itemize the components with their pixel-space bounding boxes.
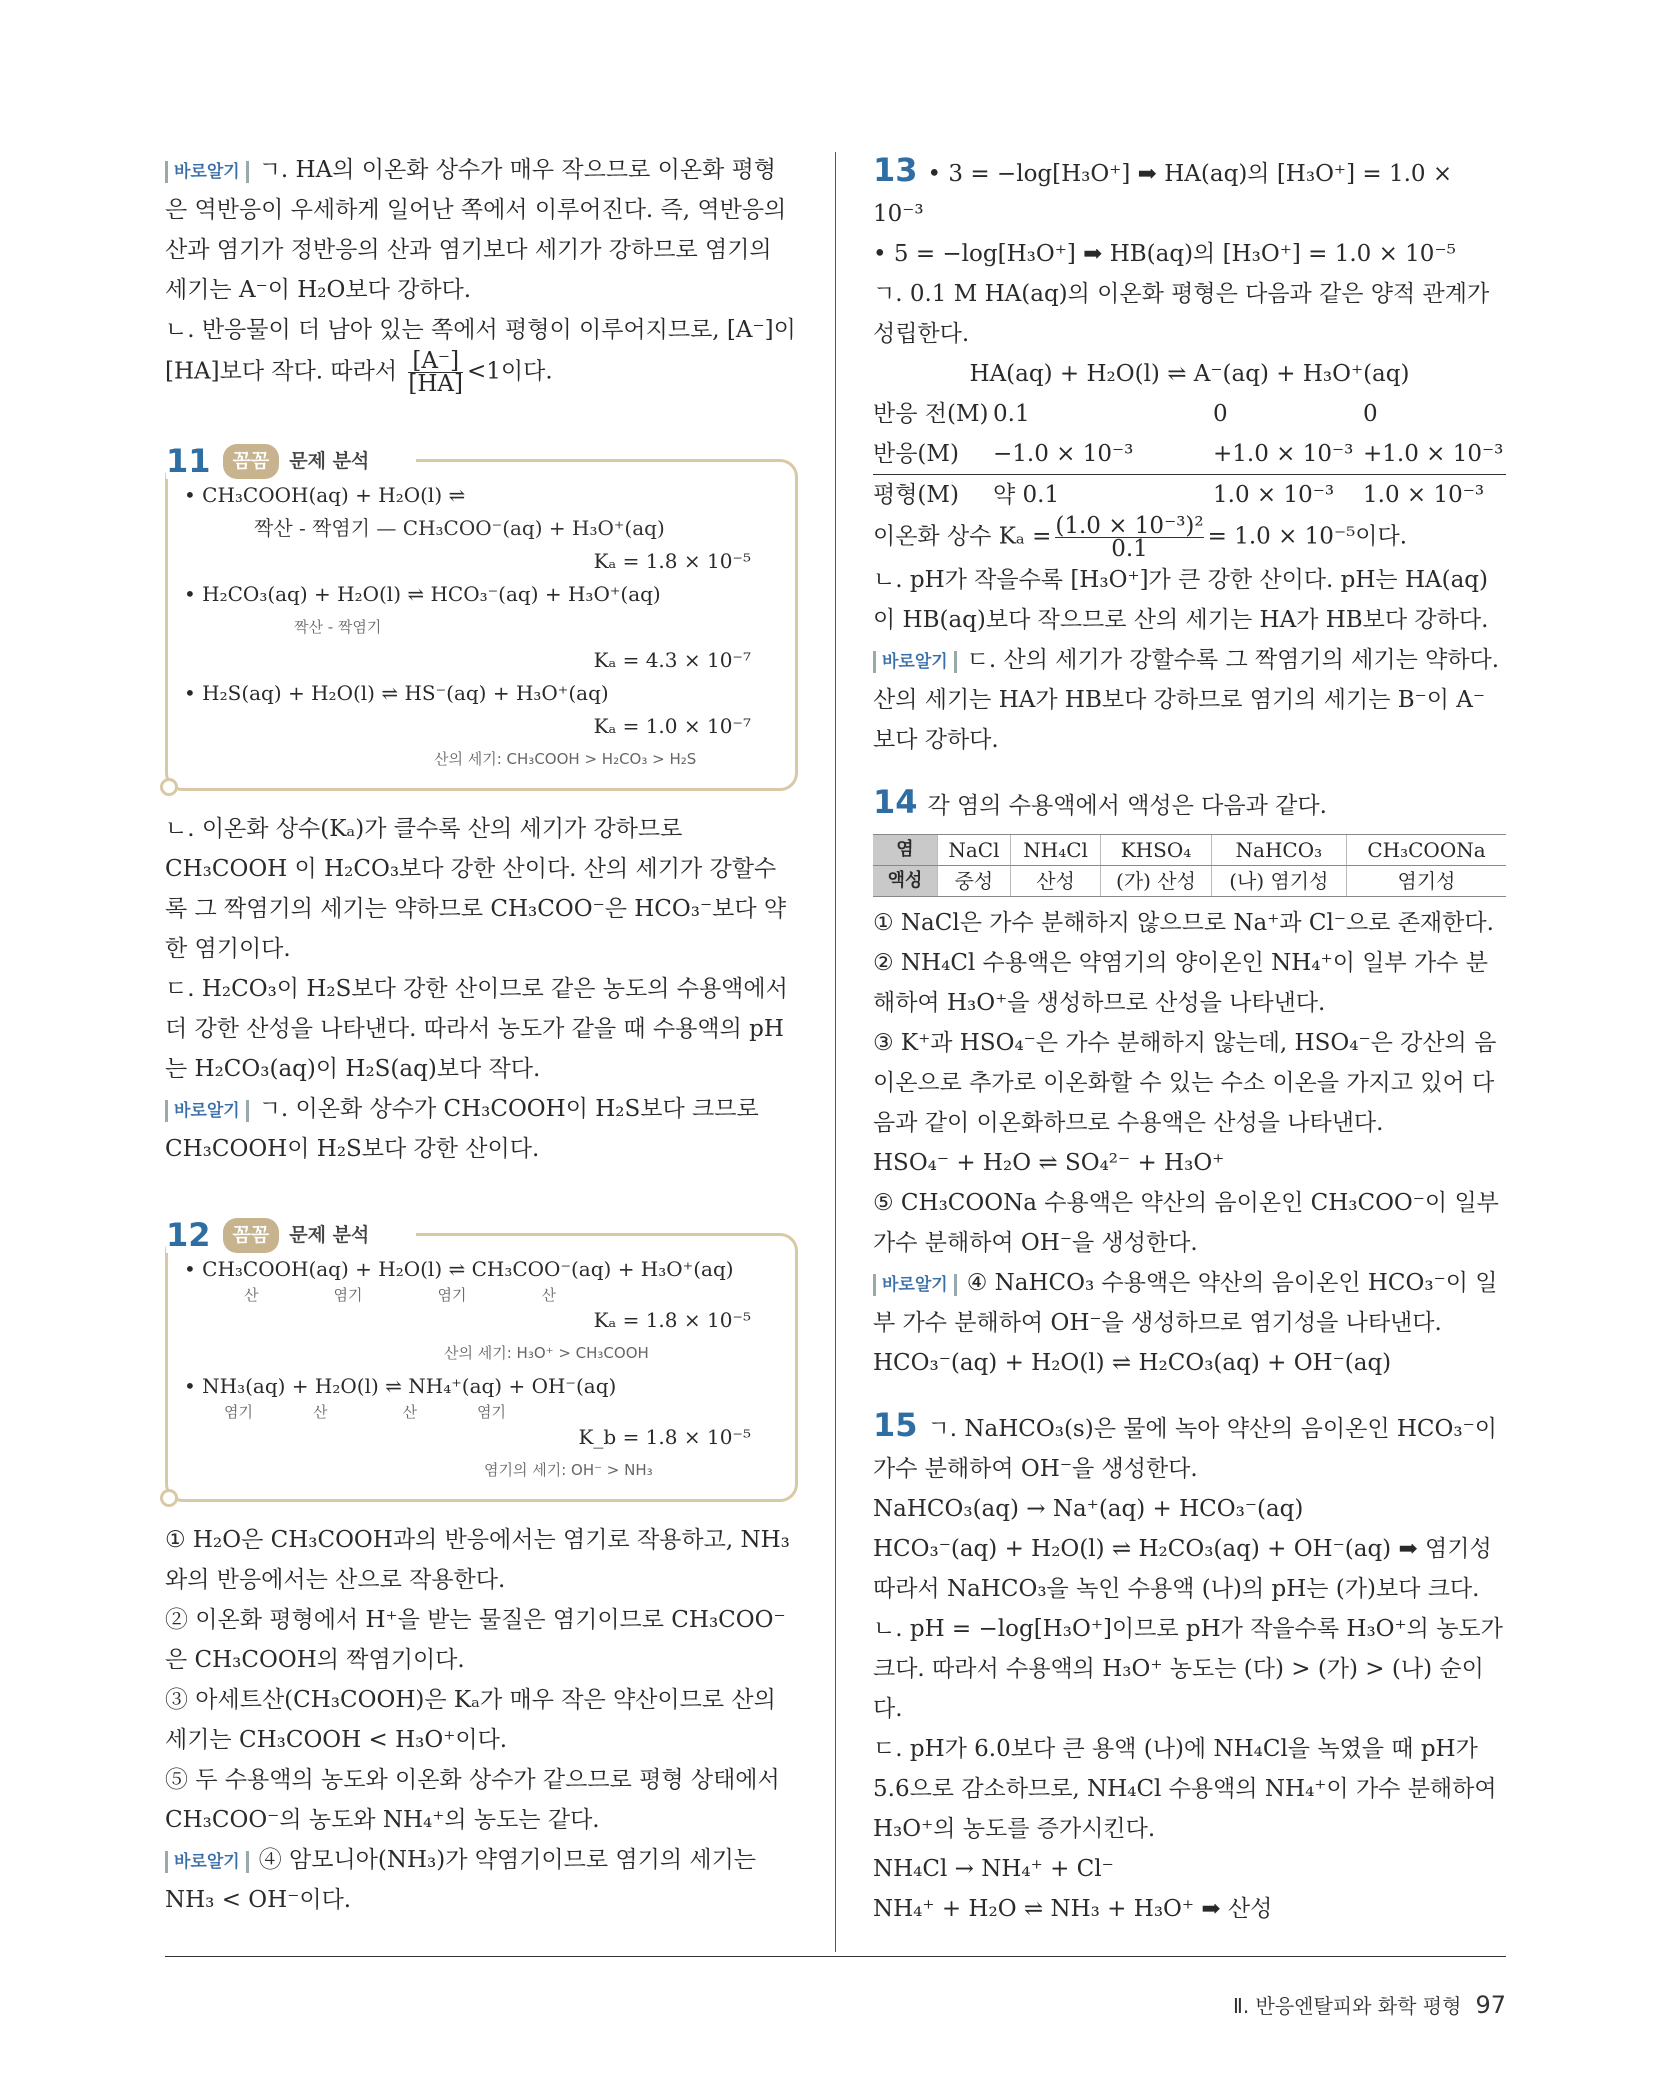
- table-row: 액성 중성 산성 (가) 산성 (나) 염기성 염기성: [873, 866, 1506, 897]
- baro-badge: 바로알기: [873, 1274, 957, 1296]
- q11-ka-1: Kₐ = 1.8 × 10⁻⁵: [593, 549, 751, 573]
- chapter-label: Ⅱ. 반응엔탈피와 화학 평형: [1232, 1994, 1462, 2018]
- q12-body-1: ① H₂O은 CH₃COOH과의 반응에서는 염기로 작용하고, NH₃와의 반응에서는 산으로 작용한다.: [165, 1527, 790, 1593]
- q11-line-1: • CH₃COOH(aq) + H₂O(l) ⇌: [184, 483, 466, 507]
- q12-body-4: ⑤ 두 수용액의 농도와 이온화 상수가 같으므로 평형 상태에서 CH₃COO⁻의 농도와 NH₄⁺의 농도는 같다.: [165, 1767, 780, 1833]
- q15-line-8: NH₄⁺ + H₂O ⇌ NH₃ + H₃O⁺ ➡ 산성: [873, 1896, 1273, 1922]
- q14-fix: 바로알기 ④ NaHCO₃ 수용액은 약산의 음이온인 HCO₃⁻이 일부 가수 분해하여 OH⁻을 생성하므로 염기성을 나타낸다.: [873, 1270, 1498, 1336]
- q14-body-5: ⑤ CH₃COONa 수용액은 약산의 음이온인 CH₃COO⁻이 일부 가수 분해하여 OH⁻을 생성한다.: [873, 1190, 1499, 1256]
- q12-body-2: ② 이온화 평형에서 H⁺을 받는 물질은 염기이므로 CH₃COO⁻은 CH₃COOH의 짝염기이다.: [165, 1607, 786, 1673]
- q11-body-2: ㄷ. H₂CO₃이 H₂S보다 강한 산이므로 같은 농도의 수용액에서 더 강한 산성을 나타낸다. 따라서 농도가 같을 때 수용액의 pH는 H₂CO₃(aq)이 H₂S(aq)보다 작다.: [165, 976, 788, 1082]
- q12-roles-2: 염기 산 산 염기: [224, 1403, 506, 1421]
- baro-badge: 바로알기: [165, 1851, 249, 1873]
- q12-fix: 바로알기 ④ 암모니아(NH₃)가 약염기이므로 염기의 세기는 NH₃ < OH⁻이다.: [165, 1847, 757, 1913]
- q13-row-change: 반응(M) −1.0 × 10⁻³ +1.0 × 10⁻³ +1.0 × 10⁻³: [873, 434, 1506, 475]
- q11-ka-2: Kₐ = 4.3 × 10⁻⁷: [593, 648, 751, 672]
- q15-line-3: HCO₃⁻(aq) + H₂O(l) ⇌ H₂CO₃(aq) + OH⁻(aq) ➡ 염기성: [873, 1536, 1492, 1562]
- q12-roles-1: 산 염기 염기 산: [244, 1286, 556, 1304]
- q15-line-7: NH₄Cl → NH₄⁺ + Cl⁻: [873, 1856, 1114, 1882]
- q12-title: 문제 분석: [289, 1224, 370, 1246]
- left-column: [165, 150, 798, 1920]
- q11-line-7: • H₂S(aq) + H₂O(l) ⇌ HS⁻(aq) + H₃O⁺(aq): [184, 681, 609, 705]
- q13-line-1: 13 • 3 = −log[H₃O⁺] ➡ HA(aq)의 [H₃O⁺] = 1.0 × 10⁻³: [873, 151, 1453, 227]
- box-dot: [160, 778, 178, 796]
- q12-line-1: • CH₃COOH(aq) + H₂O(l) ⇌ CH₃COO⁻(aq) + H₃O⁺(aq): [184, 1257, 734, 1281]
- baro-badge: 바로알기: [873, 651, 957, 673]
- q11-line-4: • H₂CO₃(aq) + H₂O(l) ⇌ HCO₃⁻(aq) + H₃O⁺(aq): [184, 582, 661, 606]
- q14-body-2: ② NH₄Cl 수용액은 약염기의 양이온인 NH₄⁺이 일부 가수 분해하여 H₃O⁺을 생성하므로 산성을 나타낸다.: [873, 950, 1488, 1016]
- q11-line-5: 짝산 - 짝염기: [294, 618, 382, 636]
- column-divider: [835, 152, 836, 1952]
- q12-header: [166, 1218, 416, 1253]
- q11-title: 문제 분석: [289, 450, 370, 472]
- q12-number: 12: [166, 1216, 211, 1254]
- q13-fix: 바로알기 ㄷ. 산의 세기가 강할수록 그 짝염기의 세기는 약하다. 산의 세기는 HA가 HB보다 강하므로 염기의 세기는 B⁻이 A⁻보다 강하다.: [873, 647, 1500, 753]
- answer-10-para-3: [HA]보다 작다. 따라서 $\frac{[A^-]}{[HA]}$ <1이다.: [165, 348, 553, 397]
- page-number: 97: [1475, 1991, 1506, 2019]
- q11-ka-3: Kₐ = 1.0 × 10⁻⁷: [593, 714, 751, 738]
- table-row: 염 NaCl NH₄Cl KHSO₄ NaHCO₃ CH₃COONa: [873, 835, 1506, 866]
- q11-fix: 바로알기 ㄱ. 이온화 상수가 CH₃COOH이 H₂S보다 크므로 CH₃COOH이 H₂S보다 강한 산이다.: [165, 1096, 759, 1162]
- q13-line-2: • 5 = −log[H₃O⁺] ➡ HB(aq)의 [H₃O⁺] = 1.0 × 10⁻⁵: [873, 241, 1456, 267]
- footer-rule: [165, 1956, 1506, 1957]
- q12-acid-order: 산의 세기: H₃O⁺ > CH₃COOH: [444, 1344, 649, 1362]
- q14-body-1: ① NaCl은 가수 분해하지 않으므로 Na⁺과 Cl⁻으로 존재한다.: [873, 910, 1494, 936]
- baro-badge: 바로알기: [165, 1100, 249, 1122]
- q12-line-5: • NH₃(aq) + H₂O(l) ⇌ NH₄⁺(aq) + OH⁻(aq): [184, 1374, 617, 1398]
- q13-line-4: ㄴ. pH가 작을수록 [H₃O⁺]가 큰 강한 산이다. pH는 HA(aq)이 HB(aq)보다 작으므로 산의 세기는 HA가 HB보다 강하다.: [873, 567, 1489, 633]
- right-column: [873, 150, 1506, 1929]
- q11-acid-order: 산의 세기: CH₃COOH > H₂CO₃ > H₂S: [434, 750, 697, 768]
- ratio-fraction: $\frac{[A^-]}{[HA]}$: [408, 348, 464, 397]
- answer-10-para-2: ㄴ. 반응물이 더 남아 있는 쪽에서 평형이 이루어지므로, [A⁻]이: [165, 317, 796, 343]
- q12-ka: Kₐ = 1.8 × 10⁻⁵: [593, 1308, 751, 1332]
- q13-equation: HA(aq) + H₂O(l) ⇌ A⁻(aq) + H₃O⁺(aq): [969, 361, 1410, 387]
- q11-tag: 꼼꼼: [223, 444, 280, 479]
- q12-analysis-box: [165, 1216, 798, 1502]
- answer-10-para-1: 바로알기 ㄱ. HA의 이온화 상수가 매우 작으므로 이온화 평형은 역반응이 우세하게 일어난 쪽에서 이루어진다. 즉, 역반응의 산과 염기가 정반응의 산과 염기보다 세기가 강하므로 염기의 세기는 A⁻이 H₂O보다 강하다.: [165, 157, 787, 303]
- ka-fraction: $\frac{\text{(1.0 × 10⁻³)²}}{0.1}$: [1055, 513, 1204, 562]
- q15-line-5: ㄴ. pH = −log[H₃O⁺]이므로 pH가 작을수록 H₃O⁺의 농도가 크다. 따라서 수용액의 H₃O⁺ 농도는 (다) > (가) > (나) 순이다.: [873, 1616, 1503, 1722]
- q13-line-3: ㄱ. 0.1 M HA(aq)의 이온화 평형은 다음과 같은 양적 관계가 성립한다.: [873, 281, 1490, 347]
- q12-base-order: 염기의 세기: OH⁻ > NH₃: [484, 1461, 653, 1479]
- q15-line-6: ㄷ. pH가 6.0보다 큰 용액 (나)에 NH₄Cl을 녹였을 때 pH가 5.6으로 감소하므로, NH₄Cl 수용액의 NH₄⁺이 가수 분해하여 H₃O⁺의 농도를 증가시킨다.: [873, 1736, 1497, 1842]
- baro-badge: 바로알기: [165, 161, 249, 183]
- box-dot: [160, 1489, 178, 1507]
- q15-line-1: 15 ㄱ. NaHCO₃(s)은 물에 녹아 약산의 음이온인 HCO₃⁻이 가수 분해하여 OH⁻을 생성한다.: [873, 1406, 1497, 1482]
- q14-number: 14: [873, 783, 918, 821]
- q11-line-2: 짝산 - 짝염기 — CH₃COO⁻(aq) + H₃O⁺(aq): [254, 516, 665, 540]
- q14-intro: 14 각 염의 수용액에서 액성은 다음과 같다.: [873, 783, 1327, 821]
- q13-number: 13: [873, 151, 918, 189]
- q12-kb: K_b = 1.8 × 10⁻⁵: [578, 1425, 751, 1449]
- q12-tag: 꼼꼼: [223, 1218, 280, 1253]
- q14-body-3: ③ K⁺과 HSO₄⁻은 가수 분해하지 않는데, HSO₄⁻은 강산의 음이온으로 추가로 이온화할 수 있는 수소 이온을 가지고 있어 다음과 같이 이온화하므로 수용액은 산성을 나타낸다.: [873, 1030, 1497, 1136]
- salt-table: [873, 834, 1506, 897]
- q14-fix-eq: HCO₃⁻(aq) + H₂O(l) ⇌ H₂CO₃(aq) + OH⁻(aq): [873, 1350, 1392, 1376]
- q15-number: 15: [873, 1406, 918, 1444]
- q12-body-3: ③ 아세트산(CH₃COOH)은 Kₐ가 매우 작은 약산이므로 산의 세기는 CH₃COOH < H₃O⁺이다.: [165, 1687, 776, 1753]
- q13-ka: 이온화 상수 Kₐ = $\frac{\text{(1.0 × 10⁻³)²}}{0.1}$ = 1.0 × 10⁻⁵이다.: [873, 513, 1408, 562]
- q11-body-1: ㄴ. 이온화 상수(Kₐ)가 클수록 산의 세기가 강하므로 CH₃COOH 이 H₂CO₃보다 강한 산이다. 산의 세기가 강할수록 그 짝염기의 세기는 약하므로 CH₃COO⁻은 HCO₃⁻보다 약한 염기이다.: [165, 816, 787, 962]
- page-footer: [1233, 1990, 1506, 2019]
- q13-row-equilibrium: 평형(M) 약 0.1 1.0 × 10⁻³ 1.0 × 10⁻³: [873, 482, 1485, 508]
- q15-line-4: 따라서 NaHCO₃을 녹인 수용액 (나)의 pH는 (가)보다 크다.: [873, 1576, 1480, 1602]
- q14-body-4: HSO₄⁻ + H₂O ⇌ SO₄²⁻ + H₃O⁺: [873, 1150, 1225, 1176]
- q11-header: [166, 444, 416, 479]
- q13-row-initial: 반응 전(M) 0.1 0 0: [873, 401, 1378, 427]
- q11-number: 11: [166, 442, 211, 480]
- q11-analysis-box: [165, 442, 798, 791]
- q15-line-2: NaHCO₃(aq) → Na⁺(aq) + HCO₃⁻(aq): [873, 1496, 1304, 1522]
